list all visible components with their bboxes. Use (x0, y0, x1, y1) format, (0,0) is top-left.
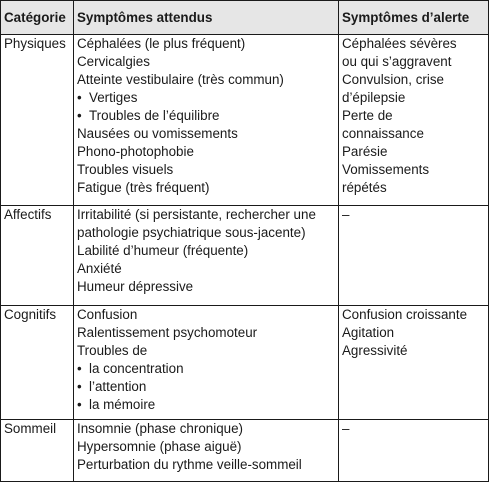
symptom-line: Humeur dépressive (77, 279, 194, 294)
alert-symptoms-cell (339, 420, 489, 482)
empty-dash: – (342, 421, 350, 436)
symptom-line: Insomnie (phase chronique) (77, 421, 243, 436)
alert-symptom-line: Perte de (342, 108, 393, 123)
alert-symptom-line: ou qui s’aggravent (342, 54, 452, 69)
alert-symptom-line: d’épilepsie (342, 90, 406, 105)
alert-symptoms-cell (339, 35, 489, 206)
table-row (1, 206, 489, 306)
header-alert-symptoms: Symptômes d’alerte (339, 1, 489, 35)
symptom-line: Troubles visuels (77, 162, 174, 177)
symptom-line: Ralentissement psychomoteur (77, 325, 258, 340)
symptom-line: Fatigue (très fréquent) (77, 180, 210, 195)
category-cell: Affectifs (1, 206, 74, 306)
symptom-line: Phono-photophobie (77, 144, 194, 159)
header-expected-symptoms: Symptômes attendus (74, 1, 339, 35)
expected-symptoms-cell (74, 206, 339, 306)
alert-symptom-line: Convulsion, crise (342, 72, 444, 87)
expected-symptoms-cell (74, 306, 339, 420)
symptom-line: Labilité d’humeur (fréquente) (77, 243, 249, 258)
bulleted-symptom: • la mémoire (77, 396, 334, 414)
table-row (1, 306, 489, 420)
alert-symptom-line: répétés (342, 180, 387, 195)
table-body (1, 35, 489, 482)
table-header-row (1, 1, 489, 35)
category-cell: Cognitifs (1, 306, 74, 420)
symptom-line: Irritabilité (si persistante, rechercher une (77, 207, 316, 222)
expected-symptoms-cell (74, 420, 339, 482)
symptom-line: Atteinte vestibulaire (très commun) (77, 72, 284, 87)
symptom-line: Hypersomnie (phase aiguë) (77, 439, 242, 454)
alert-symptom-line: Parésie (342, 144, 388, 159)
alert-symptom-line: Confusion croissante (342, 307, 468, 322)
table-row (1, 420, 489, 482)
bulleted-symptom: • Vertiges (77, 89, 334, 107)
symptom-line: Anxiété (77, 261, 122, 276)
symptom-line: Troubles de (77, 343, 148, 358)
alert-symptom-line: Céphalées sévères (342, 36, 457, 51)
category-cell: Sommeil (1, 420, 74, 482)
alert-symptom-line: Agitation (342, 325, 395, 340)
table-row (1, 35, 489, 206)
symptom-line: Cervicalgies (77, 54, 150, 69)
alert-symptom-line: connaissance (342, 126, 424, 141)
alert-symptom-line: Agressivité (342, 343, 408, 358)
bulleted-symptom: • l’attention (77, 378, 334, 396)
empty-dash: – (342, 207, 350, 222)
expected-symptoms-cell (74, 35, 339, 206)
alert-symptoms-cell (339, 206, 489, 306)
symptom-line: pathologie psychiatrique sous-jacente) (77, 225, 306, 240)
category-cell: Physiques (1, 35, 74, 206)
bulleted-symptom: • Troubles de l’équilibre (77, 107, 334, 125)
symptom-line: Céphalées (le plus fréquent) (77, 36, 246, 51)
symptom-line: Confusion (77, 307, 138, 322)
alert-symptoms-cell (339, 306, 489, 420)
alert-symptom-line: Vomissements (342, 162, 430, 177)
header-category: Catégorie (1, 1, 74, 35)
bulleted-symptom: • la concentration (77, 360, 334, 378)
symptom-line: Nausées ou vomissements (77, 126, 238, 141)
symptom-line: Perturbation du rythme veille-sommeil (77, 457, 302, 472)
